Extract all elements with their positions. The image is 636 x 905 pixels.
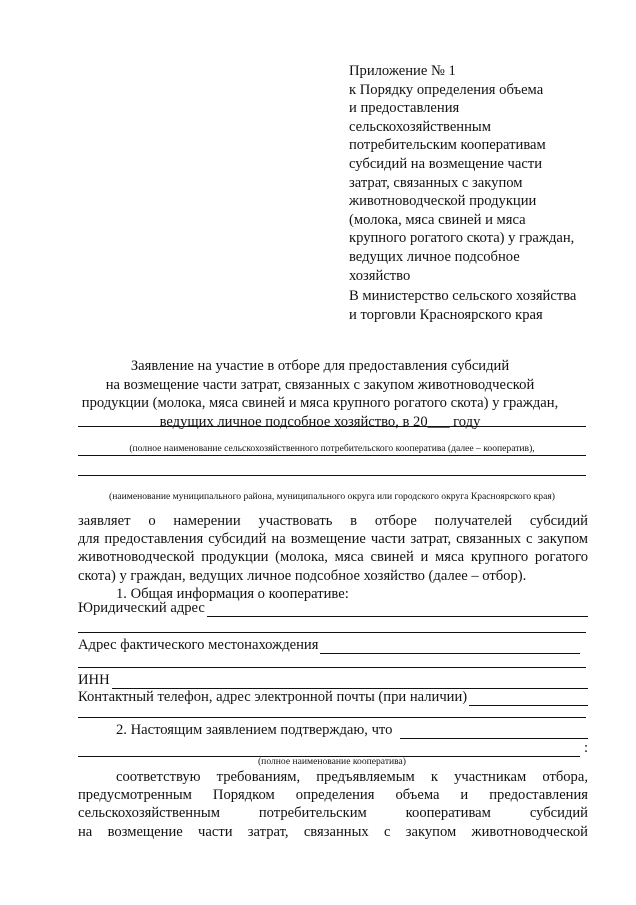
appendix-line: к Порядку определения объема — [349, 81, 544, 98]
inn-input[interactable] — [112, 674, 588, 689]
word: предоставления — [489, 787, 588, 804]
appendix-line: ведущих личное подсобное — [349, 248, 520, 265]
appendix-line: животноводческой продукции — [349, 193, 537, 210]
word: на — [78, 823, 93, 840]
section2-line — [78, 823, 588, 841]
appendix-line: и предоставления — [349, 100, 460, 117]
word: закупом — [405, 823, 457, 840]
word: и — [460, 787, 469, 804]
actual-address-label: Адрес фактического местонахождения — [78, 637, 319, 653]
title-line: продукции (молока, мяса свиней и мяса крупного рогатого скота) у граждан, — [81, 395, 559, 412]
word: определения — [295, 787, 375, 804]
section2-line-row — [78, 739, 588, 757]
word: субсидий — [529, 805, 588, 822]
section2-line — [78, 768, 588, 786]
section1-heading: 1. Общая информация о кооперативе: — [116, 586, 349, 602]
appendix-line: Приложение № 1 — [349, 63, 456, 79]
section2-line — [78, 804, 588, 822]
appendix-line: хозяйство — [349, 267, 411, 284]
cooperative-name-caption: (полное наименование сельскохозяйственного потребительского кооператива (далее – кооператив), — [129, 443, 535, 454]
actual-address-input[interactable] — [320, 639, 580, 654]
cooperative-name-field[interactable] — [78, 426, 586, 427]
addressee — [349, 287, 619, 324]
word: части — [198, 823, 233, 840]
section2-row — [78, 721, 588, 739]
section2-colon: : — [583, 740, 588, 756]
word: предусмотренным — [78, 787, 192, 804]
word: возмещение — [107, 823, 183, 840]
addressee-line: В министерство сельского хозяйства — [349, 288, 577, 304]
title-line: на возмещение части затрат, связанных с закупом животноводческой — [105, 376, 535, 393]
word: к — [430, 769, 438, 785]
appendix-header — [349, 62, 609, 285]
document-title — [50, 357, 590, 431]
contacts-input-2[interactable] — [78, 717, 586, 718]
statement-line: для предоставления субсидий на возмещение части затрат, связанных с закупом — [78, 531, 588, 548]
cooperative-name-field-2[interactable] — [78, 455, 586, 456]
word: сельскохозяйственным — [78, 805, 220, 822]
word: Порядком — [212, 787, 275, 804]
word: участникам — [454, 769, 527, 785]
district-name-caption: (наименование муниципального района, муниципального округа или городского округа Красноярского края) — [109, 491, 555, 502]
appendix-line: сельскохозяйственным — [349, 118, 491, 135]
word: требованиям, — [216, 769, 301, 785]
word: животноводческой — [471, 823, 588, 840]
word: предъявляемым — [316, 769, 415, 785]
word: соответствую — [116, 769, 201, 785]
section2-line — [78, 786, 588, 804]
word: объема — [395, 787, 440, 804]
cooperative-full-caption: (полное наименование кооператива) — [257, 756, 406, 767]
title-line: ведущих личное подсобное хозяйство, в 20___ году — [159, 413, 481, 430]
district-name-field[interactable] — [78, 475, 586, 476]
addressee-line: и торговли Красноярского края — [349, 306, 543, 323]
word: с — [383, 823, 391, 840]
section2-input-2[interactable] — [78, 742, 580, 757]
contacts-input[interactable] — [469, 691, 588, 706]
actual-address-row — [78, 636, 588, 654]
statement-paragraph — [78, 512, 588, 585]
inn-row — [78, 671, 588, 689]
contacts-label: Контактный телефон, адрес электронной почты (при наличии) — [78, 689, 468, 705]
appendix-line: крупного рогатого скота) у граждан, — [349, 230, 575, 247]
inn-label: ИНН — [78, 672, 110, 688]
title-line: Заявление на участие в отборе для предоставления субсидий — [130, 358, 510, 374]
appendix-line: субсидий на возмещение части — [349, 155, 543, 172]
appendix-line: потребительским кооперативам — [349, 137, 546, 154]
section2-paragraph — [78, 768, 588, 841]
word: затрат, — [247, 823, 289, 840]
legal-address-label: Юридический адрес — [78, 600, 205, 616]
actual-address-input-2[interactable] — [78, 667, 586, 668]
appendix-line: затрат, связанных с закупом — [349, 174, 523, 191]
statement-line: скота) у граждан, ведущих личное подсобное хозяйство (далее – отбор). — [78, 567, 527, 584]
word: кооперативам — [405, 805, 491, 822]
legal-address-input[interactable] — [207, 602, 588, 617]
word: отбора, — [542, 769, 588, 785]
statement-line: заявляет о намерении участвовать в отборе получателей субсидий — [78, 513, 588, 529]
word: связанных — [303, 823, 369, 840]
statement-line: животноводческой продукции (молока, мяса свиней и мяса крупного рогатого — [78, 549, 588, 566]
legal-address-row — [78, 599, 588, 617]
section2-input[interactable] — [400, 724, 588, 739]
legal-address-input-2[interactable] — [78, 632, 586, 633]
section2-heading: 2. Настоящим заявлением подтверждаю, что — [116, 722, 393, 738]
contacts-row — [78, 688, 588, 706]
word: потребительским — [258, 805, 367, 822]
appendix-line: (молока, мяса свиней и мяса — [349, 211, 526, 228]
